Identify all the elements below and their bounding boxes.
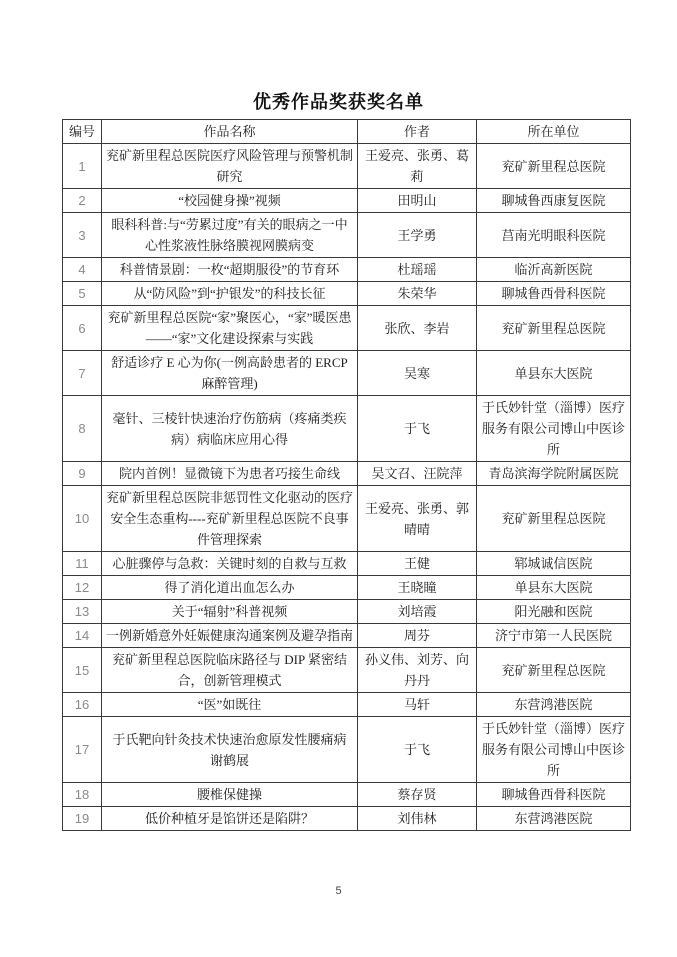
cell-number: 10 xyxy=(63,486,102,552)
cell-work-name: 眼科科普:与“劳累过度”有关的眼病之一中心性浆液性脉络膜视网膜病变 xyxy=(102,213,358,258)
table-row xyxy=(63,624,631,648)
cell-number: 16 xyxy=(63,693,102,717)
cell-number: 6 xyxy=(63,306,102,351)
cell-author: 刘伟林 xyxy=(358,807,477,831)
cell-author: 王健 xyxy=(358,552,477,576)
table-row xyxy=(63,648,631,693)
cell-author: 王爱亮、张勇、郭晴晴 xyxy=(358,486,477,552)
cell-number: 2 xyxy=(63,189,102,213)
cell-number: 8 xyxy=(63,396,102,462)
cell-work-name: 得了消化道出血怎么办 xyxy=(102,576,358,600)
cell-number: 13 xyxy=(63,600,102,624)
cell-work-name: 心脏骤停与急救：关键时刻的自救与互救 xyxy=(102,552,358,576)
cell-number: 3 xyxy=(63,213,102,258)
table-body xyxy=(63,144,631,831)
cell-author: 杜瑶瑶 xyxy=(358,258,477,282)
cell-author: 田明山 xyxy=(358,189,477,213)
cell-unit: 郓城诚信医院 xyxy=(477,552,631,576)
table-row xyxy=(63,486,631,552)
table-row xyxy=(63,189,631,213)
table-row xyxy=(63,693,631,717)
table-row xyxy=(63,282,631,306)
cell-unit: 聊城鲁西康复医院 xyxy=(477,189,631,213)
table-row xyxy=(63,717,631,783)
table-row xyxy=(63,258,631,282)
table-header-row xyxy=(63,120,631,144)
cell-unit: 阳光融和医院 xyxy=(477,600,631,624)
cell-work-name: 关于“辐射”科普视频 xyxy=(102,600,358,624)
cell-work-name: 舒适诊疗 E 心为你(一例高龄患者的 ERCP 麻醉管理) xyxy=(102,351,358,396)
cell-author: 张欣、李岩 xyxy=(358,306,477,351)
cell-number: 4 xyxy=(63,258,102,282)
table-row xyxy=(63,552,631,576)
table-row xyxy=(63,576,631,600)
cell-unit: 聊城鲁西骨科医院 xyxy=(477,783,631,807)
header-cell-unit: 所在单位 xyxy=(477,120,631,144)
cell-unit: 单县东大医院 xyxy=(477,351,631,396)
table-row xyxy=(63,213,631,258)
cell-author: 吴寒 xyxy=(358,351,477,396)
cell-unit: 于氏妙针堂（淄博）医疗服务有限公司博山中医诊所 xyxy=(477,396,631,462)
cell-number: 11 xyxy=(63,552,102,576)
table-row xyxy=(63,462,631,486)
cell-unit: 东营鸿港医院 xyxy=(477,807,631,831)
cell-unit: 单县东大医院 xyxy=(477,576,631,600)
cell-author: 王晓瞳 xyxy=(358,576,477,600)
table-row xyxy=(63,807,631,831)
table-row xyxy=(63,144,631,189)
cell-work-name: 腰椎保健操 xyxy=(102,783,358,807)
cell-number: 18 xyxy=(63,783,102,807)
cell-number: 9 xyxy=(63,462,102,486)
cell-unit: 济宁市第一人民医院 xyxy=(477,624,631,648)
cell-author: 马轩 xyxy=(358,693,477,717)
cell-author: 于飞 xyxy=(358,396,477,462)
header-cell-number: 编号 xyxy=(63,120,102,144)
cell-number: 17 xyxy=(63,717,102,783)
cell-unit: 临沂高新医院 xyxy=(477,258,631,282)
cell-work-name: “医”如既往 xyxy=(102,693,358,717)
cell-unit: 聊城鲁西骨科医院 xyxy=(477,282,631,306)
cell-number: 19 xyxy=(63,807,102,831)
cell-author: 刘培霞 xyxy=(358,600,477,624)
cell-number: 5 xyxy=(63,282,102,306)
cell-work-name: “校园健身操”视频 xyxy=(102,189,358,213)
cell-unit: 兖矿新里程总医院 xyxy=(477,648,631,693)
table-row xyxy=(63,396,631,462)
cell-work-name: 兖矿新里程总医院医疗风险管理与预警机制研究 xyxy=(102,144,358,189)
cell-work-name: 一例新婚意外妊娠健康沟通案例及避孕指南 xyxy=(102,624,358,648)
cell-work-name: 于氏靶向针灸技术快速治愈原发性腰痛病 谢鹤展 xyxy=(102,717,358,783)
page-number: 5 xyxy=(335,885,342,897)
cell-work-name: 从“防风险”到“护银发”的科技长征 xyxy=(102,282,358,306)
cell-author: 朱荣华 xyxy=(358,282,477,306)
cell-work-name: 毫针、三棱针快速治疗伤筋病（疼痛类疾病）病临床应用心得 xyxy=(102,396,358,462)
cell-work-name: 院内首例！显微镜下为患者巧接生命线 xyxy=(102,462,358,486)
cell-author: 吴文召、汪院萍 xyxy=(358,462,477,486)
cell-author: 蔡存贤 xyxy=(358,783,477,807)
cell-work-name: 兖矿新里程总医院“家”聚医心，“家”暖医患——“家”文化建设探索与实践 xyxy=(102,306,358,351)
cell-number: 14 xyxy=(63,624,102,648)
cell-unit: 于氏妙针堂（淄博）医疗服务有限公司博山中医诊所 xyxy=(477,717,631,783)
cell-number: 1 xyxy=(63,144,102,189)
cell-number: 7 xyxy=(63,351,102,396)
table-row xyxy=(63,783,631,807)
award-winners-table xyxy=(62,119,631,831)
cell-unit: 东营鸿港医院 xyxy=(477,693,631,717)
cell-unit: 兖矿新里程总医院 xyxy=(477,486,631,552)
cell-unit: 兖矿新里程总医院 xyxy=(477,144,631,189)
header-cell-author: 作者 xyxy=(358,120,477,144)
page-title: 优秀作品奖获奖名单 xyxy=(253,92,424,112)
cell-work-name: 科普情景剧：一枚“超期服役”的节育环 xyxy=(102,258,358,282)
cell-author: 王爱亮、张勇、葛莉 xyxy=(358,144,477,189)
cell-work-name: 兖矿新里程总医院临床路径与 DIP 紧密结合，创新管理模式 xyxy=(102,648,358,693)
cell-author: 孙义伟、刘芳、向丹丹 xyxy=(358,648,477,693)
cell-author: 王学勇 xyxy=(358,213,477,258)
table-row xyxy=(63,306,631,351)
cell-work-name: 兖矿新里程总医院非惩罚性文化驱动的医疗安全生态重构----兖矿新里程总医院不良事件管理探索 xyxy=(102,486,358,552)
cell-unit: 莒南光明眼科医院 xyxy=(477,213,631,258)
cell-unit: 兖矿新里程总医院 xyxy=(477,306,631,351)
cell-number: 15 xyxy=(63,648,102,693)
cell-author: 于飞 xyxy=(358,717,477,783)
table-row xyxy=(63,351,631,396)
table-row xyxy=(63,600,631,624)
cell-unit: 青岛滨海学院附属医院 xyxy=(477,462,631,486)
header-cell-work-name: 作品名称 xyxy=(102,120,358,144)
cell-author: 周芬 xyxy=(358,624,477,648)
cell-work-name: 低价种植牙是馅饼还是陷阱？ xyxy=(102,807,358,831)
cell-number: 12 xyxy=(63,576,102,600)
